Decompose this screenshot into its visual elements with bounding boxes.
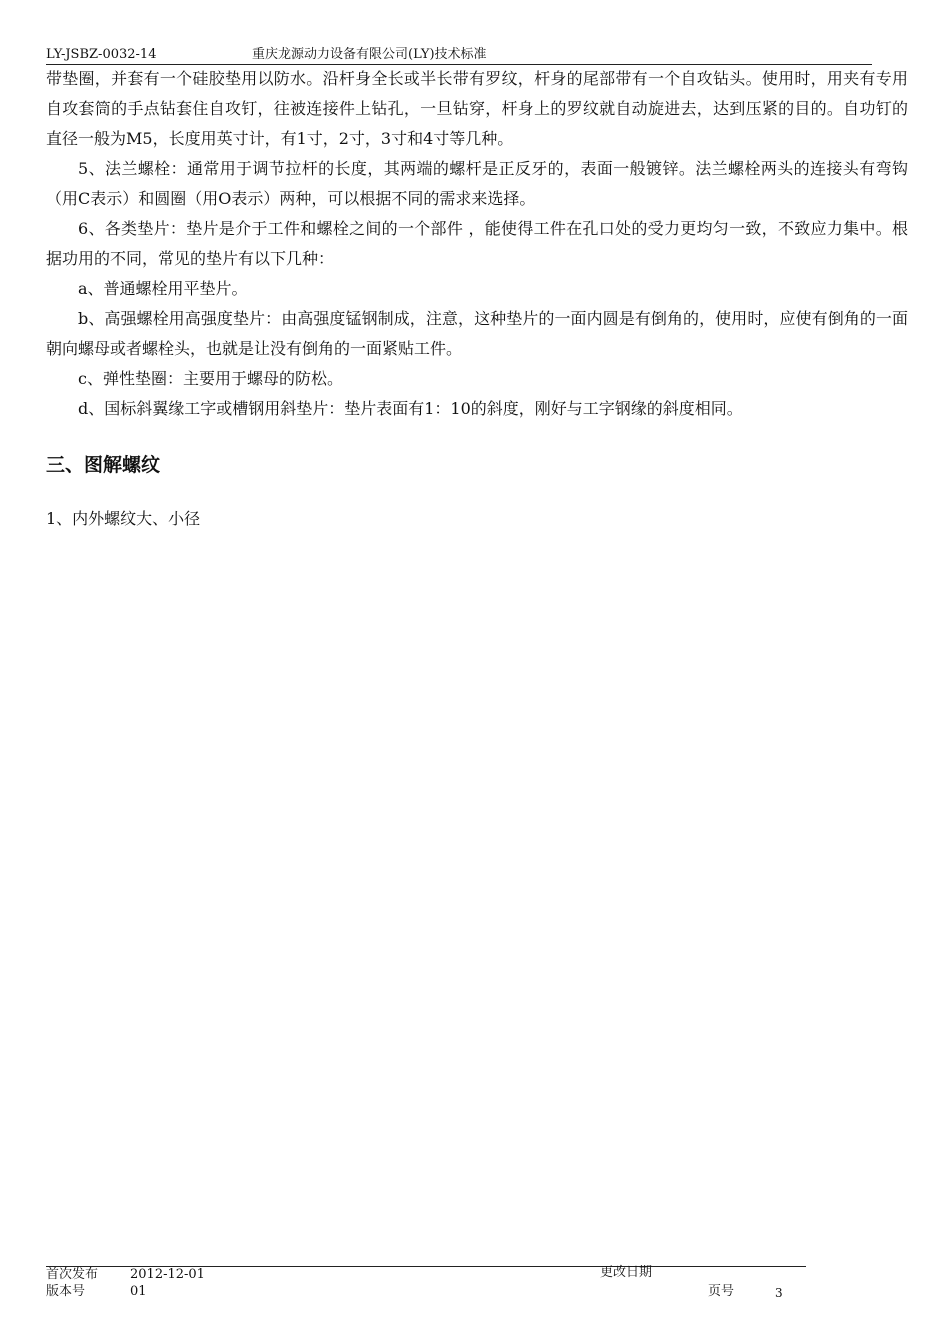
paragraph-washer-c: c、弹性垫圈：主要用于螺母的防松。: [78, 369, 343, 388]
section-title: 三、图解螺纹: [46, 454, 161, 476]
company-standard-title: 重庆龙源动力设备有限公司(LY)技术标准: [252, 47, 487, 62]
version-label: 版本号: [46, 1284, 86, 1299]
paragraph-washers: 6、各类垫片：垫片是介于工件和螺栓之间的一个部件 ，能使得工件在孔口处的受力更均匀一致，不致应力集中。根据功用的不同，常见的垫片有以下几种：: [46, 219, 908, 268]
paragraph-flange-bolt: 5、法兰螺栓：通常用于调节拉杆的长度，其两端的螺杆是正反牙的，表面一般镀锌。法兰螺栓两头的连接头有弯钩（用C表示）和圆圈（用O表示）两种，可以根据不同的需求来选择。: [46, 159, 908, 208]
first-release-label: 首次发布: [46, 1267, 99, 1282]
document-body: [46, 64, 908, 534]
paragraph-continued: 带垫圈，并套有一个硅胶垫用以防水。沿杆身全长或半长带有罗纹，杆身的尾部带有一个自攻钻头。使用时，用夹有专用自攻套筒的手点钻套住自攻钉，往被连接件上钻孔，一旦钻穿，杆身上的罗纹就自动旋进去，达到压紧的目的。自功钉的直径一般为M5，长度用英寸计，有1寸，2寸，3寸和4寸等几种。: [46, 69, 908, 148]
change-date-label: 更改日期: [600, 1265, 653, 1280]
paragraph-washer-d: d、国标斜翼缘工字或槽钢用斜垫片：垫片表面有1：10的斜度，刚好与工字钢缘的斜度相同。: [78, 399, 743, 418]
paragraph-washer-b: b、高强螺栓用高强度垫片：由高强度锰钢制成，注意，这种垫片的一面内圆是有倒角的，使用时，应使有倒角的一面朝向螺母或者螺栓头，也就是让没有倒角的一面紧贴工件。: [46, 309, 908, 358]
page-footer: [46, 1266, 806, 1308]
subsection-title: 1、内外螺纹大、小径: [46, 509, 201, 528]
version-value: 01: [130, 1284, 147, 1299]
paragraph-washer-a: a、普通螺栓用平垫片。: [78, 279, 248, 298]
page-number: 3: [775, 1286, 783, 1300]
page-header: [46, 46, 872, 65]
first-release-date: 2012-12-01: [130, 1267, 205, 1282]
document-number: LY-JSBZ-0032-14: [46, 47, 157, 62]
page-label: 页号: [708, 1284, 735, 1299]
